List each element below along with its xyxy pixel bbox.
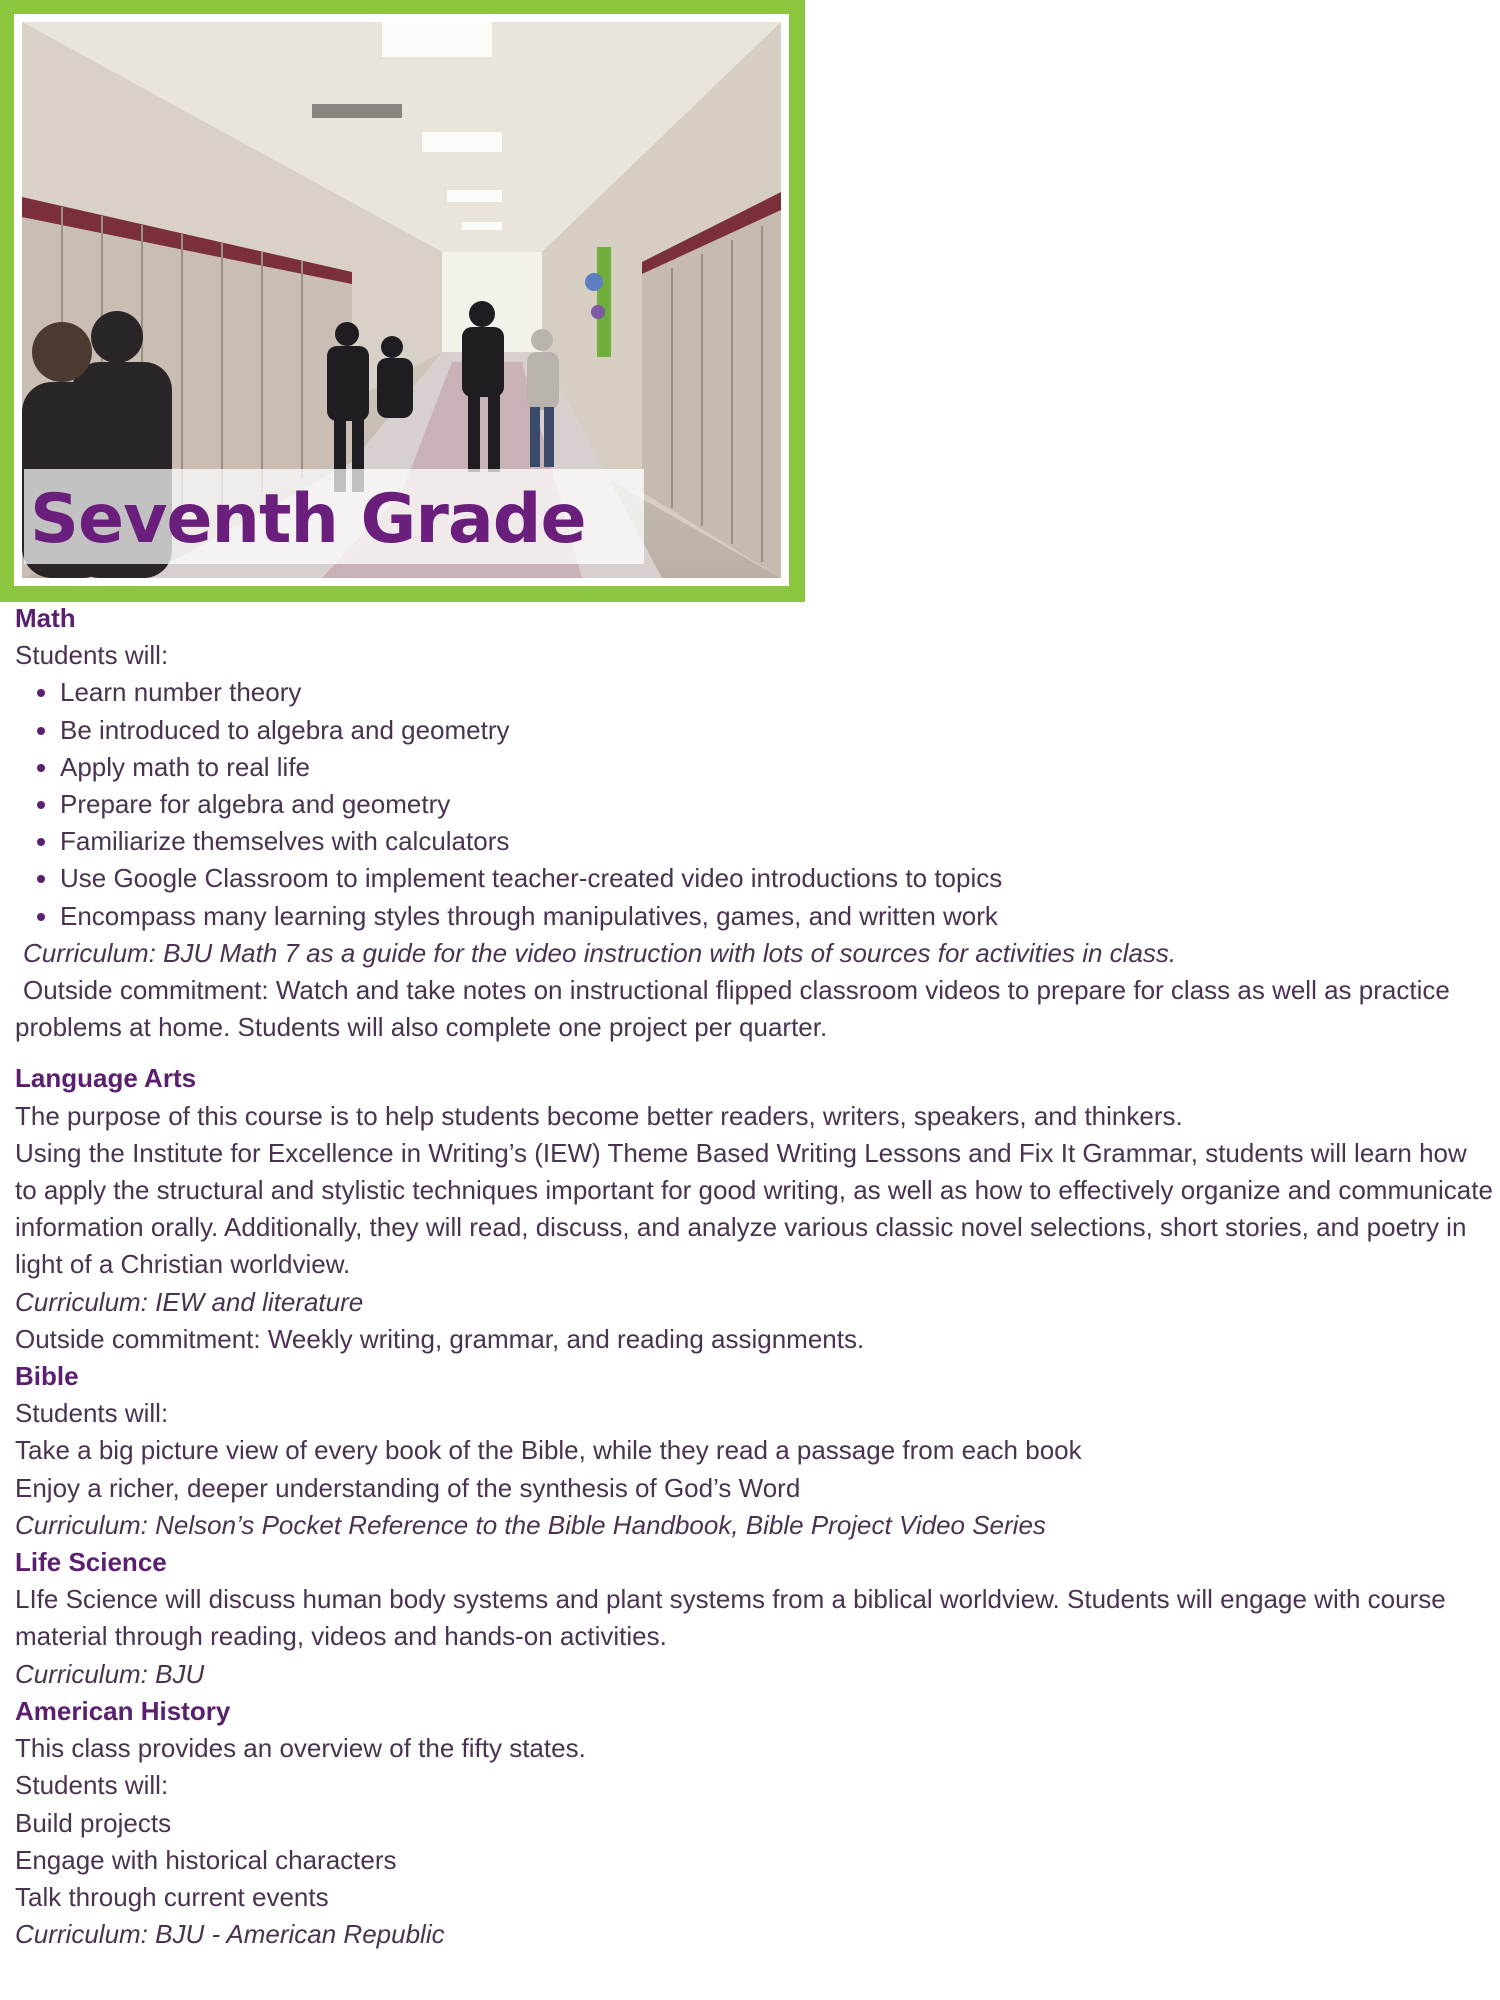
math-outside-commitment: Outside commitment: Watch and take notes on instructional flipped classroom videos to prepare for class as well as practice problems at home. Students will also complete one project per quarter. [15, 975, 1450, 1043]
bible-intro: Students will: [15, 1398, 169, 1429]
math-heading: Math [15, 603, 76, 633]
language-arts-purpose: The purpose of this course is to help students become better readers, writers, speakers, and thinkers. [15, 1100, 1183, 1131]
list-item: • Be introduced to algebra and geometry [60, 712, 1495, 749]
american-history-section [15, 1693, 1495, 1953]
list-item: • Familiarize themselves with calculators [60, 823, 1495, 860]
math-section [15, 600, 1495, 1046]
bible-heading: Bible [15, 1361, 79, 1392]
list-item: • Apply math to real life [60, 749, 1495, 786]
math-list [15, 674, 1495, 934]
list-item: • Prepare for algebra and geometry [60, 786, 1495, 823]
life-science-section [15, 1544, 1495, 1693]
language-arts-description: Using the Institute for Excellence in Writing’s (IEW) Theme Based Writing Lessons and Fix It Grammar, students will learn how to apply the structural and stylistic techniques important for good writing, as well as how to effectively organize and communicate information orally. Additionally, they will read, discuss, and analyze various classic novel selections, short stories, and poetry in light of a Christian worldview. [15, 1137, 1493, 1280]
american-history-curriculum: Curriculum: BJU - American Republic [15, 1919, 445, 1950]
american-history-line: Build projects [15, 1807, 172, 1838]
life-science-heading: Life Science [15, 1547, 167, 1578]
math-intro: Students will: [15, 640, 169, 671]
life-science-curriculum: Curriculum: BJU [15, 1658, 205, 1689]
language-arts-heading: Language Arts [15, 1063, 197, 1094]
language-arts-outside-commitment: Outside commitment: Weekly writing, grammar, and reading assignments. [15, 1323, 865, 1354]
american-history-intro: Students will: [15, 1770, 169, 1801]
hero-frame [14, 14, 789, 586]
bible-line: Enjoy a richer, deeper understanding of the synthesis of God’s Word [15, 1472, 801, 1503]
bible-section [15, 1358, 1495, 1544]
page-title: Seventh Grade [30, 480, 586, 559]
bible-line: Take a big picture view of every book of the Bible, while they read a passage from each book [15, 1435, 1082, 1466]
american-history-line: Engage with historical characters [15, 1844, 397, 1875]
course-descriptions [15, 600, 1495, 1953]
american-history-description: This class provides an overview of the fifty states. [15, 1733, 586, 1764]
american-history-heading: American History [15, 1695, 231, 1726]
list-item: • Learn number theory [60, 674, 1495, 711]
american-history-line: Talk through current events [15, 1881, 329, 1912]
language-arts-section [15, 1060, 1495, 1358]
math-curriculum: Curriculum: BJU Math 7 as a guide for the video instruction with lots of sources for activities in class. [23, 937, 1177, 968]
language-arts-curriculum: Curriculum: IEW and literature [15, 1286, 364, 1317]
hero-banner [0, 0, 805, 602]
list-item: • Use Google Classroom to implement teacher-created video introductions to topics [60, 860, 1495, 897]
life-science-description: LIfe Science will discuss human body systems and plant systems from a biblical worldview. Students will engage with course material through reading, videos and hands-on activities. [15, 1584, 1446, 1652]
list-item: • Encompass many learning styles through manipulatives, games, and written work [60, 898, 1495, 935]
bible-curriculum: Curriculum: Nelson’s Pocket Reference to the Bible Handbook, Bible Project Video Series [15, 1509, 1046, 1540]
